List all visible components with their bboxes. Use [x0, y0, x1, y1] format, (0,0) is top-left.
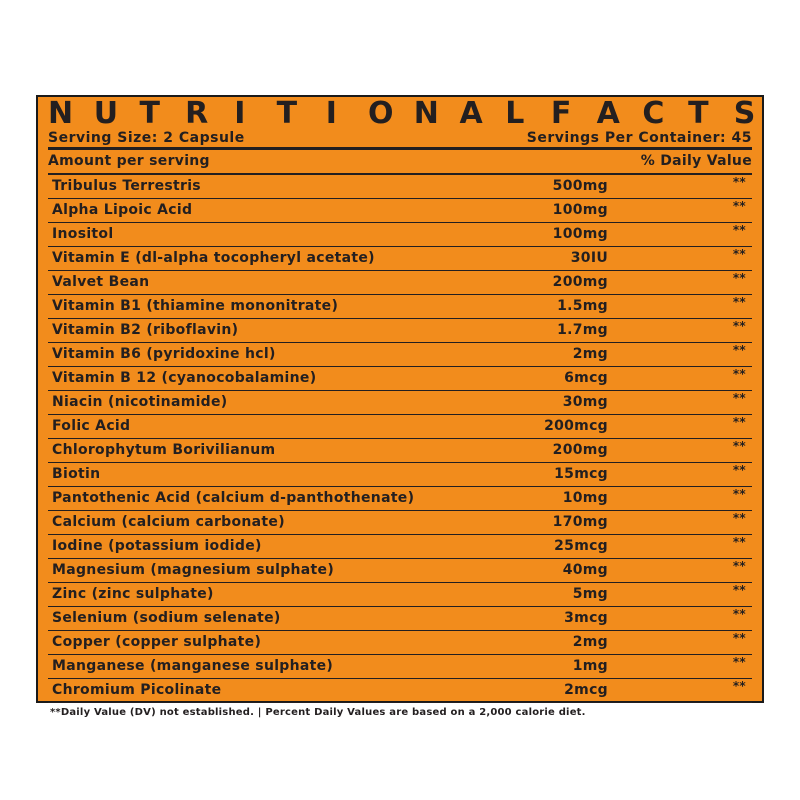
- title-letter: T: [139, 96, 160, 131]
- nutrient-amount: 10mg: [562, 490, 608, 506]
- nutrient-amount: 1.7mg: [557, 322, 608, 338]
- nutrient-name: Pantothenic Acid (calcium d-panthothenate): [52, 490, 415, 506]
- nutrient-amount: 1.5mg: [557, 298, 608, 314]
- nutrient-row: [48, 223, 752, 247]
- nutrient-row: [48, 247, 752, 271]
- nutrient-amount: 25mcg: [554, 538, 608, 554]
- nutrient-name: Vitamin E (dl-alpha tocopheryl acetate): [52, 250, 375, 266]
- nutrient-row: [48, 631, 752, 655]
- title-letter: A: [459, 96, 483, 131]
- nutrient-daily-value: **: [732, 271, 746, 285]
- nutrient-name: Manganese (manganese sulphate): [52, 658, 334, 674]
- nutrient-amount: 200mcg: [544, 418, 608, 434]
- title-letter: L: [505, 96, 525, 131]
- nutrient-name: Vitamin B1 (thiamine mononitrate): [52, 298, 339, 314]
- title-letter: I: [234, 96, 246, 131]
- nutrient-name: Vitamin B6 (pyridoxine hcl): [52, 346, 276, 362]
- table-header: [48, 150, 752, 175]
- nutrient-row: [48, 511, 752, 535]
- nutrient-row: [48, 415, 752, 439]
- nutrient-amount: 500mg: [552, 178, 608, 194]
- title-letter: T: [276, 96, 298, 131]
- nutrient-row: [48, 655, 752, 679]
- nutrient-amount: 15mcg: [554, 466, 608, 482]
- nutrient-amount: 2mg: [572, 634, 608, 650]
- nutrient-row: [48, 679, 752, 703]
- nutrient-daily-value: **: [732, 583, 746, 597]
- nutrient-amount: 200mg: [552, 442, 608, 458]
- amount-header: Amount per serving: [48, 153, 210, 169]
- nutrient-amount: 200mg: [552, 274, 608, 290]
- nutrient-name: Vitamin B 12 (cyanocobalamine): [52, 370, 317, 386]
- nutrient-row: [48, 343, 752, 367]
- nutrient-daily-value: **: [732, 295, 746, 309]
- nutrient-amount: 40mg: [562, 562, 608, 578]
- nutrient-row: [48, 367, 752, 391]
- nutrient-name: Alpha Lipoic Acid: [52, 202, 193, 218]
- nutrient-row: [48, 175, 752, 199]
- title-letter: C: [642, 96, 665, 131]
- nutrient-row: [48, 391, 752, 415]
- nutrient-amount: 3mcg: [564, 610, 608, 626]
- nutrient-daily-value: **: [732, 199, 746, 213]
- nutrient-daily-value: **: [732, 223, 746, 237]
- nutrient-name: Calcium (calcium carbonate): [52, 514, 285, 530]
- title-letter: N: [48, 96, 74, 131]
- nutrient-name: Zinc (zinc sulphate): [52, 586, 214, 602]
- nutrient-row: [48, 535, 752, 559]
- nutrient-list: [48, 175, 752, 703]
- nutrient-name: Niacin (nicotinamide): [52, 394, 228, 410]
- nutrient-amount: 100mg: [552, 226, 608, 242]
- nutrient-name: Vitamin B2 (riboflavin): [52, 322, 239, 338]
- nutrient-daily-value: **: [732, 559, 746, 573]
- nutrient-name: Magnesium (magnesium sulphate): [52, 562, 335, 578]
- nutrition-facts-panel: [36, 95, 764, 718]
- nutrient-row: [48, 271, 752, 295]
- nutrient-row: [48, 487, 752, 511]
- nutrient-daily-value: **: [732, 175, 746, 189]
- panel-title: [48, 96, 756, 131]
- nutrient-daily-value: **: [732, 415, 746, 429]
- nutrient-daily-value: **: [732, 391, 746, 405]
- nutrient-name: Copper (copper sulphate): [52, 634, 262, 650]
- nutrient-amount: 6mcg: [564, 370, 608, 386]
- title-letter: I: [325, 96, 337, 131]
- nutrient-amount: 5mg: [572, 586, 608, 602]
- nutrient-amount: 30mg: [562, 394, 608, 410]
- serving-size: Serving Size: 2 Capsule: [48, 130, 245, 146]
- title-letter: A: [596, 96, 620, 131]
- nutrient-name: Folic Acid: [52, 418, 131, 434]
- nutrient-name: Iodine (potassium iodide): [52, 538, 262, 554]
- footnote: **Daily Value (DV) not established. | Percent Daily Values are based on a 2,000 calorie diet.: [50, 707, 586, 718]
- nutrient-amount: 30IU: [570, 250, 608, 266]
- title-letter: N: [413, 96, 439, 131]
- nutrient-daily-value: **: [732, 511, 746, 525]
- nutrient-daily-value: **: [732, 607, 746, 621]
- title-letter: O: [368, 96, 394, 131]
- nutrient-row: [48, 559, 752, 583]
- nutrient-daily-value: **: [732, 631, 746, 645]
- daily-value-header: % Daily Value: [640, 153, 752, 169]
- nutrient-row: [48, 439, 752, 463]
- nutrient-daily-value: **: [732, 487, 746, 501]
- nutrient-row: [48, 583, 752, 607]
- nutrient-name: Chromium Picolinate: [52, 682, 222, 698]
- nutrient-daily-value: **: [732, 343, 746, 357]
- nutrient-daily-value: **: [732, 679, 746, 693]
- nutrient-row: [48, 319, 752, 343]
- title-letter: T: [688, 96, 709, 131]
- title-letter: R: [185, 96, 209, 131]
- nutrient-daily-value: **: [732, 535, 746, 549]
- nutrient-daily-value: **: [732, 367, 746, 381]
- nutrient-daily-value: **: [732, 247, 746, 261]
- nutrient-amount: 170mg: [552, 514, 608, 530]
- nutrient-name: Selenium (sodium selenate): [52, 610, 281, 626]
- nutrient-amount: 2mcg: [564, 682, 608, 698]
- nutrient-row: [48, 607, 752, 631]
- title-letter: U: [93, 96, 119, 131]
- nutrient-daily-value: **: [732, 439, 746, 453]
- nutrient-name: Tribulus Terrestris: [52, 178, 201, 194]
- nutrient-name: Inositol: [52, 226, 114, 242]
- servings-per-container: Servings Per Container: 45: [526, 130, 752, 146]
- title-letter: S: [733, 96, 756, 131]
- nutrient-name: Valvet Bean: [52, 274, 150, 290]
- nutrient-name: Chlorophytum Borivilianum: [52, 442, 276, 458]
- nutrient-row: [48, 463, 752, 487]
- nutrient-daily-value: **: [732, 319, 746, 333]
- nutrient-row: [48, 199, 752, 223]
- nutrient-name: Biotin: [52, 466, 101, 482]
- nutrient-daily-value: **: [732, 463, 746, 477]
- nutrient-row: [48, 295, 752, 319]
- serving-info: [48, 129, 752, 150]
- nutrient-amount: 100mg: [552, 202, 608, 218]
- title-letter: F: [550, 96, 572, 131]
- nutrient-amount: 1mg: [572, 658, 608, 674]
- nutrient-amount: 2mg: [572, 346, 608, 362]
- nutrient-daily-value: **: [732, 655, 746, 669]
